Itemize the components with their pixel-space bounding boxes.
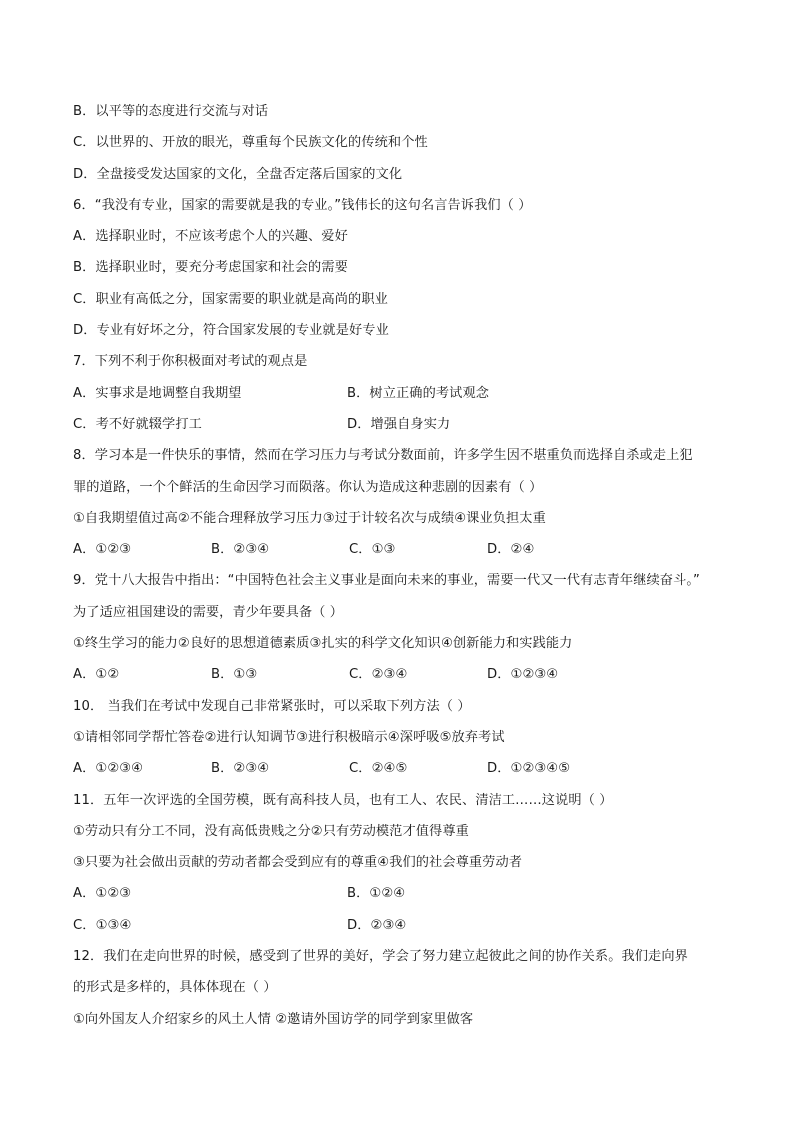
- question-9-stem: 9．党十八大报告中指出：“中国特色社会主义事业是面向未来的事业，需要一代又一代有志青年继续奋斗。”: [73, 573, 700, 589]
- option-a: A．实事求是地调整自我期望: [73, 385, 242, 401]
- option-a: A．①②: [73, 667, 120, 683]
- option-c: C．②④⑤: [349, 761, 408, 777]
- question-7-options-row: [73, 409, 733, 440]
- question-9-options-row: [73, 659, 733, 690]
- question-8-stem: 罪的道路，一个个鲜活的生命因学习而陨落。你认为造成这种悲剧的因素有（ ）: [73, 479, 543, 495]
- question-8-statements: ①自我期望值过高②不能合理释放学习压力③过于计较名次与成绩④课业负担太重: [73, 510, 546, 526]
- option-c: C．考不好就辍学打工: [73, 416, 202, 432]
- question-10-statements: ①请相邻同学帮忙答卷②进行认知调节③进行积极暗示④深呼吸⑤放弃考试: [73, 729, 505, 745]
- question-8-options-row: [73, 534, 733, 565]
- option-line: A．选择职业时，不应该考虑个人的兴趣、爱好: [73, 229, 348, 245]
- option-d: D．①②③④: [487, 667, 559, 683]
- option-b: B．①②④: [347, 886, 406, 902]
- question-9-statements: ①终生学习的能力②良好的思想道德素质③扎实的科学文化知识④创新能力和实践能力: [73, 636, 573, 652]
- option-line: D．全盘接受发达国家的文化，全盘否定落后国家的文化: [73, 166, 403, 182]
- question-8-stem: 8．学习本是一件快乐的事情，然而在学习压力与考试分数面前，许多学生因不堪重负而选择自杀或走上犯: [73, 448, 693, 464]
- option-d: D．①②③④⑤: [487, 761, 571, 777]
- question-11-options-row: [73, 878, 733, 909]
- option-line: D．专业有好坏之分，符合国家发展的专业就是好专业: [73, 323, 389, 339]
- question-11-options-row: [73, 910, 733, 941]
- option-d: D．增强自身实力: [347, 416, 451, 432]
- option-c: C．①③: [349, 542, 396, 558]
- question-12-stem: 12．我们在走向世界的时候，感受到了世界的美好，学会了努力建立起彼此之间的协作关系。我们走向界: [73, 949, 688, 965]
- option-b: B．树立正确的考试观念: [347, 385, 490, 401]
- option-line: B．选择职业时，要充分考虑国家和社会的需要: [73, 260, 348, 276]
- question-12-statements: ①向外国友人介绍家乡的风土人情 ②邀请外国访学的同学到家里做客: [73, 1011, 474, 1027]
- question-6-stem: 6．“我没有专业，国家的需要就是我的专业。”钱伟长的这句名言告诉我们（ ）: [73, 197, 532, 213]
- exam-page: [73, 96, 733, 1035]
- question-12-stem: 的形式是多样的，具体体现在（ ）: [73, 980, 277, 996]
- question-10-stem: 10． 当我们在考试中发现自己非常紧张时，可以采取下列方法（ ）: [73, 698, 471, 714]
- option-d: D．②④: [487, 542, 535, 558]
- option-a: A．①②③④: [73, 761, 144, 777]
- question-10-options-row: [73, 753, 733, 784]
- option-b: B．①③: [211, 667, 258, 683]
- question-11-stem: 11．五年一次评选的全国劳模，既有高科技人员，也有工人、农民、清洁工……这说明（ ）: [73, 792, 613, 808]
- option-line: B．以平等的态度进行交流与对话: [73, 104, 269, 119]
- option-c: C．①③④: [73, 917, 132, 933]
- option-a: A．①②③: [73, 542, 132, 558]
- option-line: C．以世界的、开放的眼光，尊重每个民族文化的传统和个性: [73, 135, 428, 151]
- option-b: B．②③④: [211, 542, 270, 558]
- option-c: C．②③④: [349, 667, 408, 683]
- option-a: A．①②③: [73, 886, 132, 902]
- option-line: C．职业有高低之分，国家需要的职业就是高尚的职业: [73, 291, 388, 307]
- option-b: B．②③④: [211, 761, 270, 777]
- question-11-statements: ③只要为社会做出贡献的劳动者都会受到应有的尊重④我们的社会尊重劳动者: [73, 855, 523, 871]
- option-d: D．②③④: [347, 917, 407, 933]
- question-11-statements: ①劳动只有分工不同，没有高低贵贱之分②只有劳动模范才值得尊重: [73, 823, 469, 839]
- question-7-options-row: [73, 378, 733, 409]
- question-9-stem: 为了适应祖国建设的需要，青少年要具备（ ）: [73, 604, 344, 620]
- question-7-stem: 7．下列不利于你积极面对考试的观点是: [73, 354, 308, 370]
